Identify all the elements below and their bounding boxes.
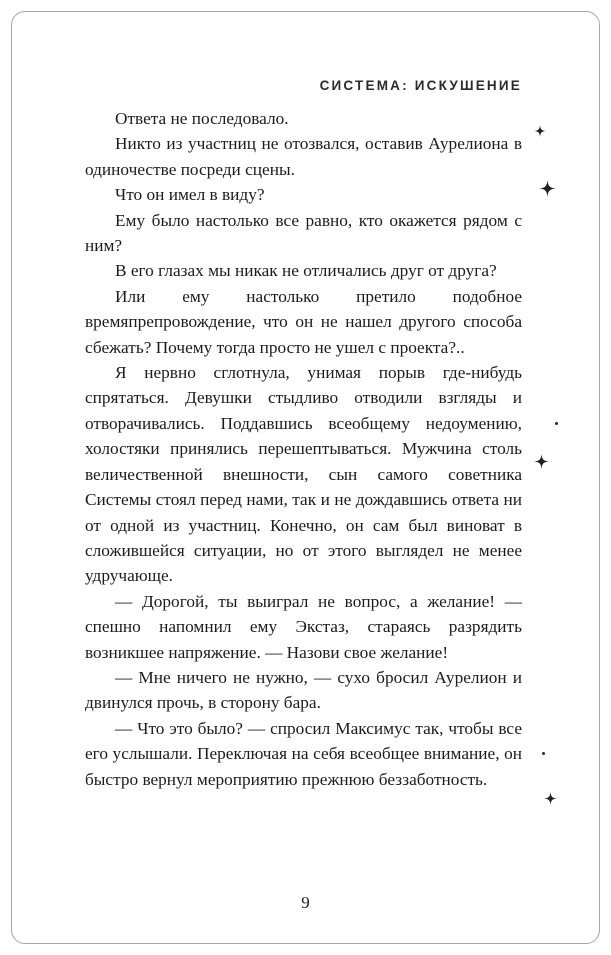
- running-title: СИСТЕМА: ИСКУШЕНИЕ: [319, 78, 522, 93]
- paragraph: В его глазах мы никак не отличались друг от друга?: [115, 261, 497, 281]
- paragraph: — Мне ничего не нужно, — сухо бросил Аурелион и двинулся прочь, в сторону бара.: [85, 667, 522, 713]
- dot-decoration-icon: [542, 752, 545, 755]
- sparkle-star-icon: [534, 454, 549, 469]
- sparkle-star-icon: [539, 180, 556, 197]
- paragraph: Я нервно сглотнула, унимая порыв где-нибудь спрятаться. Девушки стыдливо отводили взгляды и отворачивались. Поддавшись всеобщему недоумению, холостяки принялись перешептываться. Мужчина столь величественной внешности, сын самого советника Системы стоял перед нами, так и не дождавшись ответа ни от одной из участниц. Конечно, он сам был виноват в сложившейся ситуации, но от этого выглядел не менее удручающе.: [85, 363, 522, 586]
- paragraph: Ответа не последовало.: [115, 109, 289, 128]
- page-number: 9: [301, 893, 310, 912]
- page-text: [85, 106, 522, 792]
- paragraph: Что он имел в виду?: [115, 185, 265, 205]
- sparkle-star-icon: [544, 792, 557, 805]
- paragraph: Никто из участниц не отозвался, оставив Аурелиона в одиночестве посреди сцены.: [85, 134, 522, 179]
- paragraph: — Что это было? — спросил Максимус так, чтобы все его услышали. Переключая на себя всеобщее внимание, он быстро вернул мероприятию прежнюю беззаботность.: [85, 718, 522, 789]
- paragraph: Или ему настолько претило подобное времяпрепровождение, что он не нашел другого способа сбежать? Почему тогда просто не ушел с проекта?..: [85, 286, 522, 357]
- paragraph: — Дорогой, ты выиграл не вопрос, а желание! — спешно напомнил ему Экстаз, стараясь разрядить возникшее напряжение. — Назови свое желание!: [85, 591, 522, 662]
- sparkle-star-icon: [534, 124, 546, 136]
- dot-decoration-icon: [555, 422, 558, 425]
- paragraph: Ему было настолько все равно, кто окажется рядом с ним?: [85, 210, 522, 256]
